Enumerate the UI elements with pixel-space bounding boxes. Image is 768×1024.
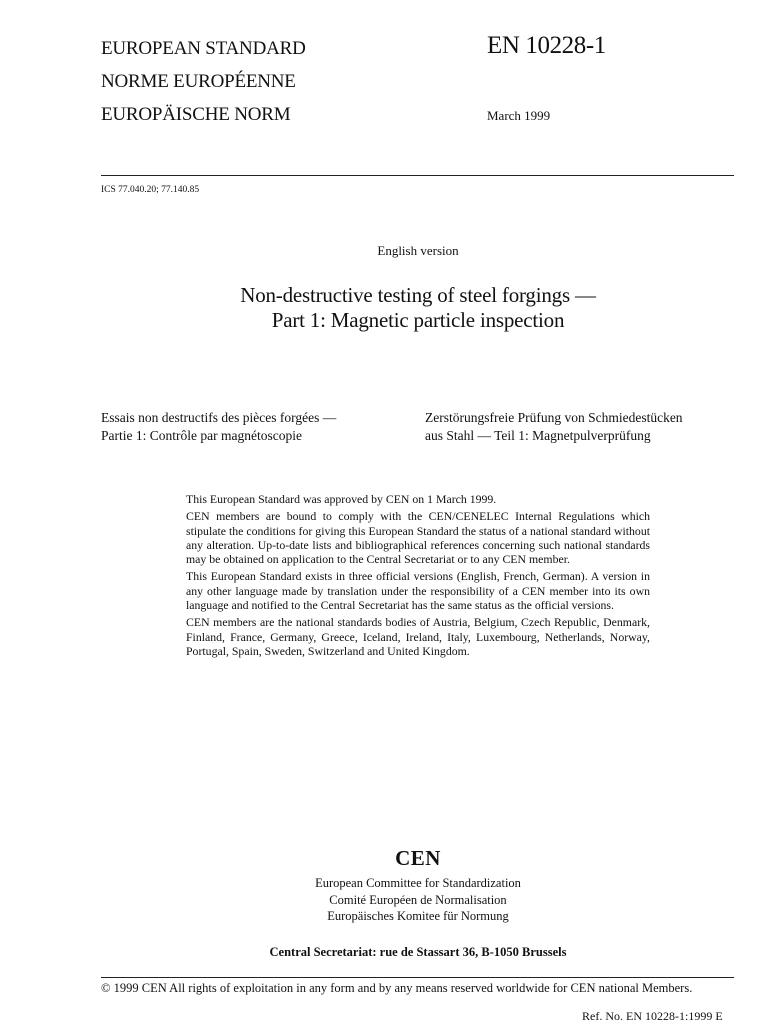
title-line-1: Non-destructive testing of steel forgings — [240, 283, 596, 307]
approval-text [186, 492, 650, 661]
cen-names [0, 875, 768, 925]
designation-english: EUROPEAN STANDARD [101, 38, 306, 59]
compliance-paragraph: CEN members are bound to comply with the CEN/CENELEC Internal Regulations which stipulate the conditions for giving this European Standard the status of a national standard without any alteration. Up-to-date lists and bibliographical references concerning such national standards may be obtained on application to the Central Secretariat or to any CEN member. [186, 509, 650, 567]
versions-paragraph: This European Standard exists in three official versions (English, French, German). A version in any other language made by translation under the responsibility of a CEN member into its own language and notified to the Central Secretariat has the same status as the official versions. [186, 569, 650, 613]
approval-paragraph: This European Standard was approved by CEN on 1 March 1999. [186, 492, 497, 506]
french-title [101, 409, 336, 445]
publication-date: March 1999 [487, 108, 551, 123]
ics-code: ICS 77.040.20; 77.140.85 [101, 185, 200, 195]
header-rule [101, 175, 734, 176]
cen-name-french: Comité Européen de Normalisation [329, 892, 507, 907]
title-line-2: Part 1: Magnetic particle inspection [271, 308, 565, 332]
german-title [425, 409, 683, 445]
german-title-line-1: Zerstörungsfreie Prüfung von Schmiedestücken [425, 410, 683, 425]
designation-french: NORME EUROPÉENNE [101, 71, 296, 92]
german-title-line-2: aus Stahl — Teil 1: Magnetpulverprüfung [425, 428, 651, 443]
french-title-line-1: Essais non destructifs des pièces forgées — [101, 410, 337, 425]
footer-rule [101, 977, 734, 978]
cen-name-german: Europäisches Komitee für Normung [327, 909, 509, 923]
cen-name-english: European Committee for Standardization [315, 876, 521, 890]
standard-number: EN 10228-1 [487, 32, 606, 59]
designation-german: EUROPÄISCHE NORM [101, 104, 291, 125]
copyright-notice: © 1999 CEN All rights of exploitation in any form and by any means reserved worldwide for CEN national Members. [101, 981, 693, 995]
cen-logo: CEN [395, 846, 441, 870]
french-title-line-2: Partie 1: Contrôle par magnétoscopie [101, 428, 302, 443]
reference-number: Ref. No. EN 10228-1:1999 E [582, 1009, 723, 1023]
version-label: English version [377, 243, 459, 258]
document-title [0, 283, 768, 333]
members-paragraph: CEN members are the national standards bodies of Austria, Belgium, Czech Republic, Denmark, Finland, France, Germany, Greece, Iceland, Ireland, Italy, Luxembourg, Netherlands, Norway, Portugal, Spain, Sweden, Switzerland and United Kingdom. [186, 615, 650, 658]
central-secretariat: Central Secretariat: rue de Stassart 36, B-1050 Brussels [269, 945, 567, 959]
